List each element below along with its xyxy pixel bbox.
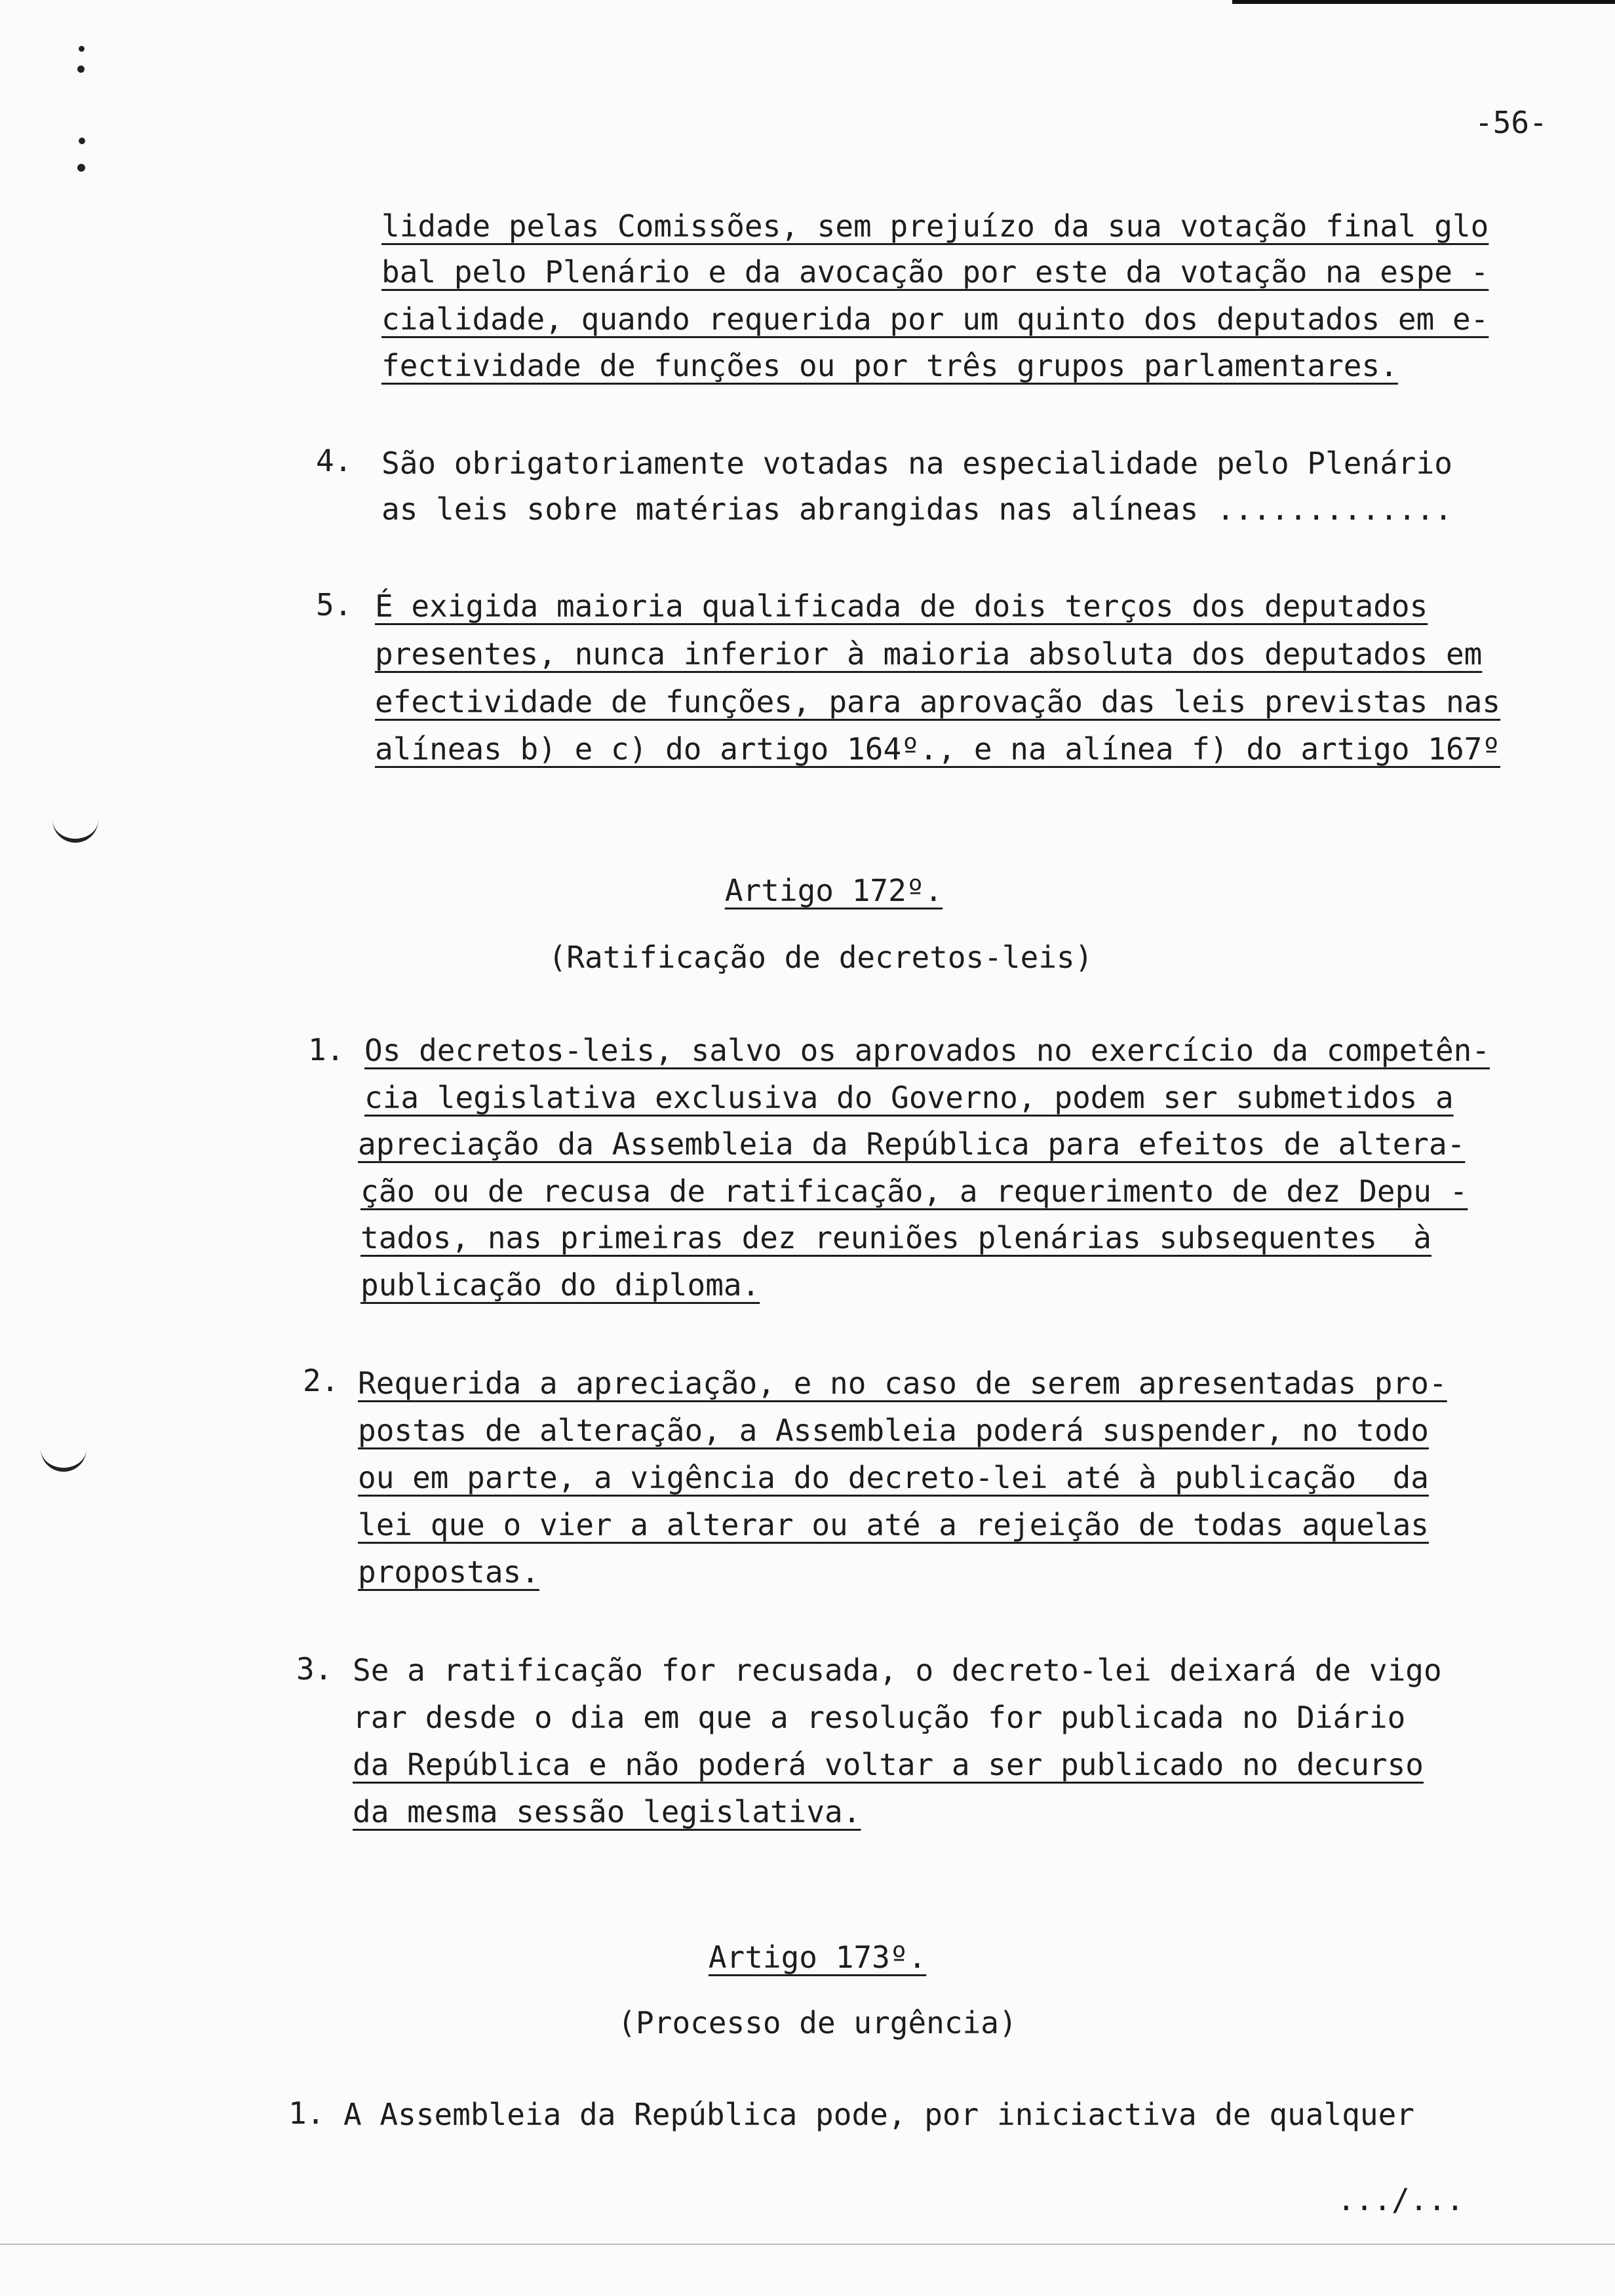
item-number: 1. bbox=[308, 1032, 345, 1067]
scan-edge-line bbox=[1232, 0, 1615, 4]
scan-dot bbox=[79, 138, 85, 144]
paragraph-number: 5. bbox=[316, 587, 353, 622]
item-line: da República e não poderá voltar a ser publicado no decurso bbox=[353, 1747, 1424, 1782]
scan-dot bbox=[77, 66, 85, 73]
intro-line: fectividade de funções ou por três grupos parlamentares. bbox=[381, 348, 1398, 383]
intro-line: lidade pelas Comissões, sem prejuízo da sua votação final glo bbox=[381, 208, 1489, 244]
scan-curve-mark bbox=[52, 813, 98, 843]
paragraph-number: 4. bbox=[316, 443, 353, 478]
intro-line: bal pelo Plenário e da avocação por este da votação na espe - bbox=[381, 254, 1489, 290]
item-line: publicação do diploma. bbox=[360, 1267, 760, 1303]
paragraph-line: efectividade de funções, para aprovação das leis previstas nas bbox=[375, 684, 1501, 719]
paragraph-line: as leis sobre matérias abrangidas nas alíneas ............. bbox=[381, 491, 1452, 527]
item-line: ou em parte, a vigência do decreto-lei até à publicação da bbox=[358, 1460, 1429, 1495]
paragraph-line: alíneas b) e c) do artigo 164º., e na alínea f) do artigo 167º bbox=[375, 731, 1501, 767]
paragraph-line: São obrigatoriamente votadas na especialidade pelo Plenário bbox=[381, 446, 1452, 481]
scan-dot bbox=[77, 164, 85, 172]
item-line: cia legislativa exclusiva do Governo, podem ser submetidos a bbox=[364, 1080, 1454, 1115]
item-line: da mesma sessão legislativa. bbox=[353, 1794, 861, 1829]
item-line: ção ou de recusa de ratificação, a requerimento de dez Depu - bbox=[360, 1174, 1468, 1209]
article-subtitle: (Processo de urgência) bbox=[617, 2005, 1017, 2040]
page-number: -56- bbox=[1475, 105, 1547, 140]
item-line: apreciação da Assembleia da República para efeitos de altera- bbox=[358, 1126, 1466, 1162]
item-line: A Assembleia da República pode, por iniciactiva de qualquer bbox=[343, 2097, 1414, 2132]
paragraph-line: presentes, nunca inferior à maioria absoluta dos deputados em bbox=[375, 636, 1483, 672]
article-title: Artigo 173º. bbox=[708, 1940, 927, 1975]
item-number: 3. bbox=[296, 1651, 333, 1687]
item-line: Os decretos-leis, salvo os aprovados no exercício da competên- bbox=[364, 1033, 1490, 1068]
item-number: 2. bbox=[303, 1363, 340, 1398]
item-line: postas de alteração, a Assembleia poderá suspender, no todo bbox=[358, 1413, 1429, 1448]
scan-dot bbox=[79, 46, 85, 52]
intro-line: cialidade, quando requerida por um quinto dos deputados em e- bbox=[381, 301, 1489, 337]
item-number: 1. bbox=[288, 2095, 325, 2131]
scan-bottom-noise bbox=[0, 2244, 1615, 2245]
paragraph-line: É exigida maioria qualificada de dois terços dos deputados bbox=[375, 588, 1428, 624]
item-line: tados, nas primeiras dez reuniões plenárias subsequentes à bbox=[360, 1220, 1431, 1255]
continuation-mark: .../... bbox=[1337, 2182, 1464, 2217]
item-line: propostas. bbox=[358, 1554, 539, 1590]
item-line: Requerida a apreciação, e no caso de serem apresentadas pro- bbox=[358, 1366, 1447, 1401]
article-subtitle: (Ratificação de decretos-leis) bbox=[548, 940, 1093, 975]
article-title: Artigo 172º. bbox=[724, 873, 943, 908]
scan-curve-mark bbox=[41, 1442, 87, 1472]
item-line: rar desde o dia em que a resolução for publicada no Diário bbox=[353, 1700, 1406, 1735]
item-line: lei que o vier a alterar ou até a rejeição de todas aquelas bbox=[358, 1507, 1429, 1542]
item-line: Se a ratificação for recusada, o decreto-lei deixará de vigo bbox=[353, 1653, 1442, 1688]
